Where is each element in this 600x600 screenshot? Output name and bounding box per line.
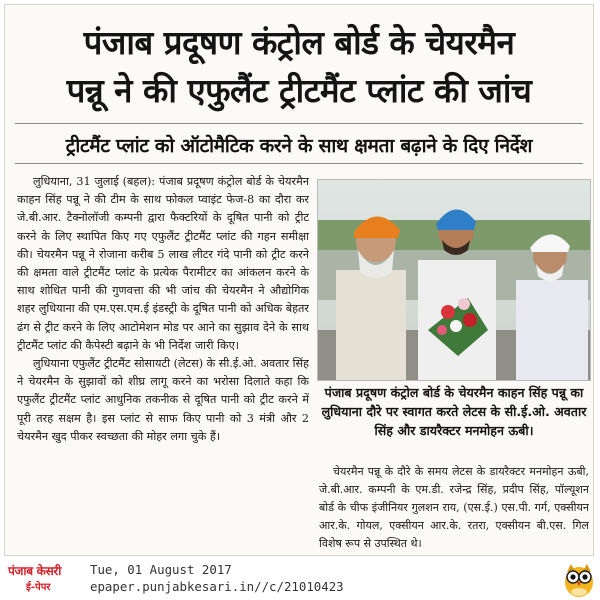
article-paragraph: लुधियाना एफुलैंट ट्रीटमैंट सोसायटी (लेटस) के सी.ई.ओ. अवतार सिंह ने चेयरमैन के सुझावों को शीघ्र लागू करने का भरोसा दिलाते कहा कि एफुलैंट ट्रीटमैंट प्लांट आधुनिक तकनीक से दूषित पानी को ट्रीट करने में पूरी तरह सक्षम है। इस प्लांट से साफ किए पानी को 3 मंत्री और 2 चेयरमैन खुद पीकर स्वच्छता की मोहर लगा चुके हैं। (17, 357, 309, 443)
article-paragraph: चेयरमैन पन्नू के दौरे के समय लेटस के डायरैक्टर मनमोहन ऊबी, जे.बी.आर. कम्पनी के एम.डी. रजेन्द्र सिंह, प्रदीप सिंह, पॉल्यूशन बोर्ड के चीफ इंजीनियर गुलशन राय, (एस.ई.) एस.पी. गर्ग, एक्सीयन आर.के. गोयल, एक्सीयन आर.के. रतरा, एक्सीयन बी.एस. गिल विशेष रूप से उपस्थित थे। (319, 465, 589, 550)
headline-line-2: पन्नू ने की एफुलैंट ट्रीटमैंट प्लांट की जांच (66, 71, 532, 110)
article-paragraph: लुधियाना, 31 जुलाई (बहल): पंजाब प्रदूषण कंट्रोल बोर्ड के चेयरमैन काहन सिंह पन्नू ने की टीम के साथ फोकल प्वाइंट फेज-8 का दौरा कर जे.बी.आर. टैक्नोलॉजी कम्पनी द्वारा फैक्टरियों के दूषित पानी को ट्रीट करने के लिए स्थापित किए गए एफुलैंट ट्रीटमैंट प्लांट की गहन समीक्षा की। चेयरमैन पन्नू ने रोजाना करीब 5 लाख लीटर गंदे पानी को ट्रीट करने की क्षमता वाले ट्रीटमैंट प्लांट के प्रत्येक पैरामीटर का आंकलन करने के साथ शोधित पानी की गुणवत्ता की भी जांच की चेयरमैन ने औद्योगिक शहर लुधियाना की एम.एस.एम.ई इंडस्ट्री के दूषित पानी को अधिक बेहतर ढंग से ट्रीट करने के लिए आटोमेशन मोड पर आने का सुझाव देने के साथ ट्रीटमैंट प्लांट की कैपेस्टी बढ़ाने के भी निर्देश जारी किए। (17, 175, 309, 352)
divider (15, 123, 583, 124)
news-photo (317, 179, 591, 381)
headline-line-1: पंजाब प्रदूषण कंट्रोल बोर्ड के चेयरमैन (83, 23, 515, 62)
subheadline: ट्रीटमैंट प्लांट को ऑटोमैटिक करने के साथ क्षमता बढ़ाने के दिए निर्देश (65, 135, 533, 157)
newspaper-clipping (4, 4, 594, 556)
owl-mascot-icon (562, 560, 596, 598)
logo-subtitle: ई-पेपर (26, 582, 51, 593)
logo-name: पंजाब केसरी (8, 564, 62, 578)
article-body-right (319, 463, 589, 555)
divider (15, 163, 583, 164)
punjab-kesari-logo (8, 562, 82, 594)
epaper-url[interactable]: epaper.punjabkesari.in//c/21010423 (90, 579, 344, 594)
epaper-footer (0, 558, 600, 600)
photo-caption: पंजाब प्रदूषण कंट्रोल बोर्ड के चेयरमैन काहन सिंह पन्नू का लुधियाना दौरे पर स्वागत करते लेटस के सी.ई.ओ. अवतार सिंह और डायरैक्टर मनमोहन ऊबी। (321, 385, 587, 438)
article-body-left (17, 173, 309, 553)
photo-illustration (318, 180, 591, 381)
edition-date: Tue, 01 August 2017 (90, 562, 232, 577)
